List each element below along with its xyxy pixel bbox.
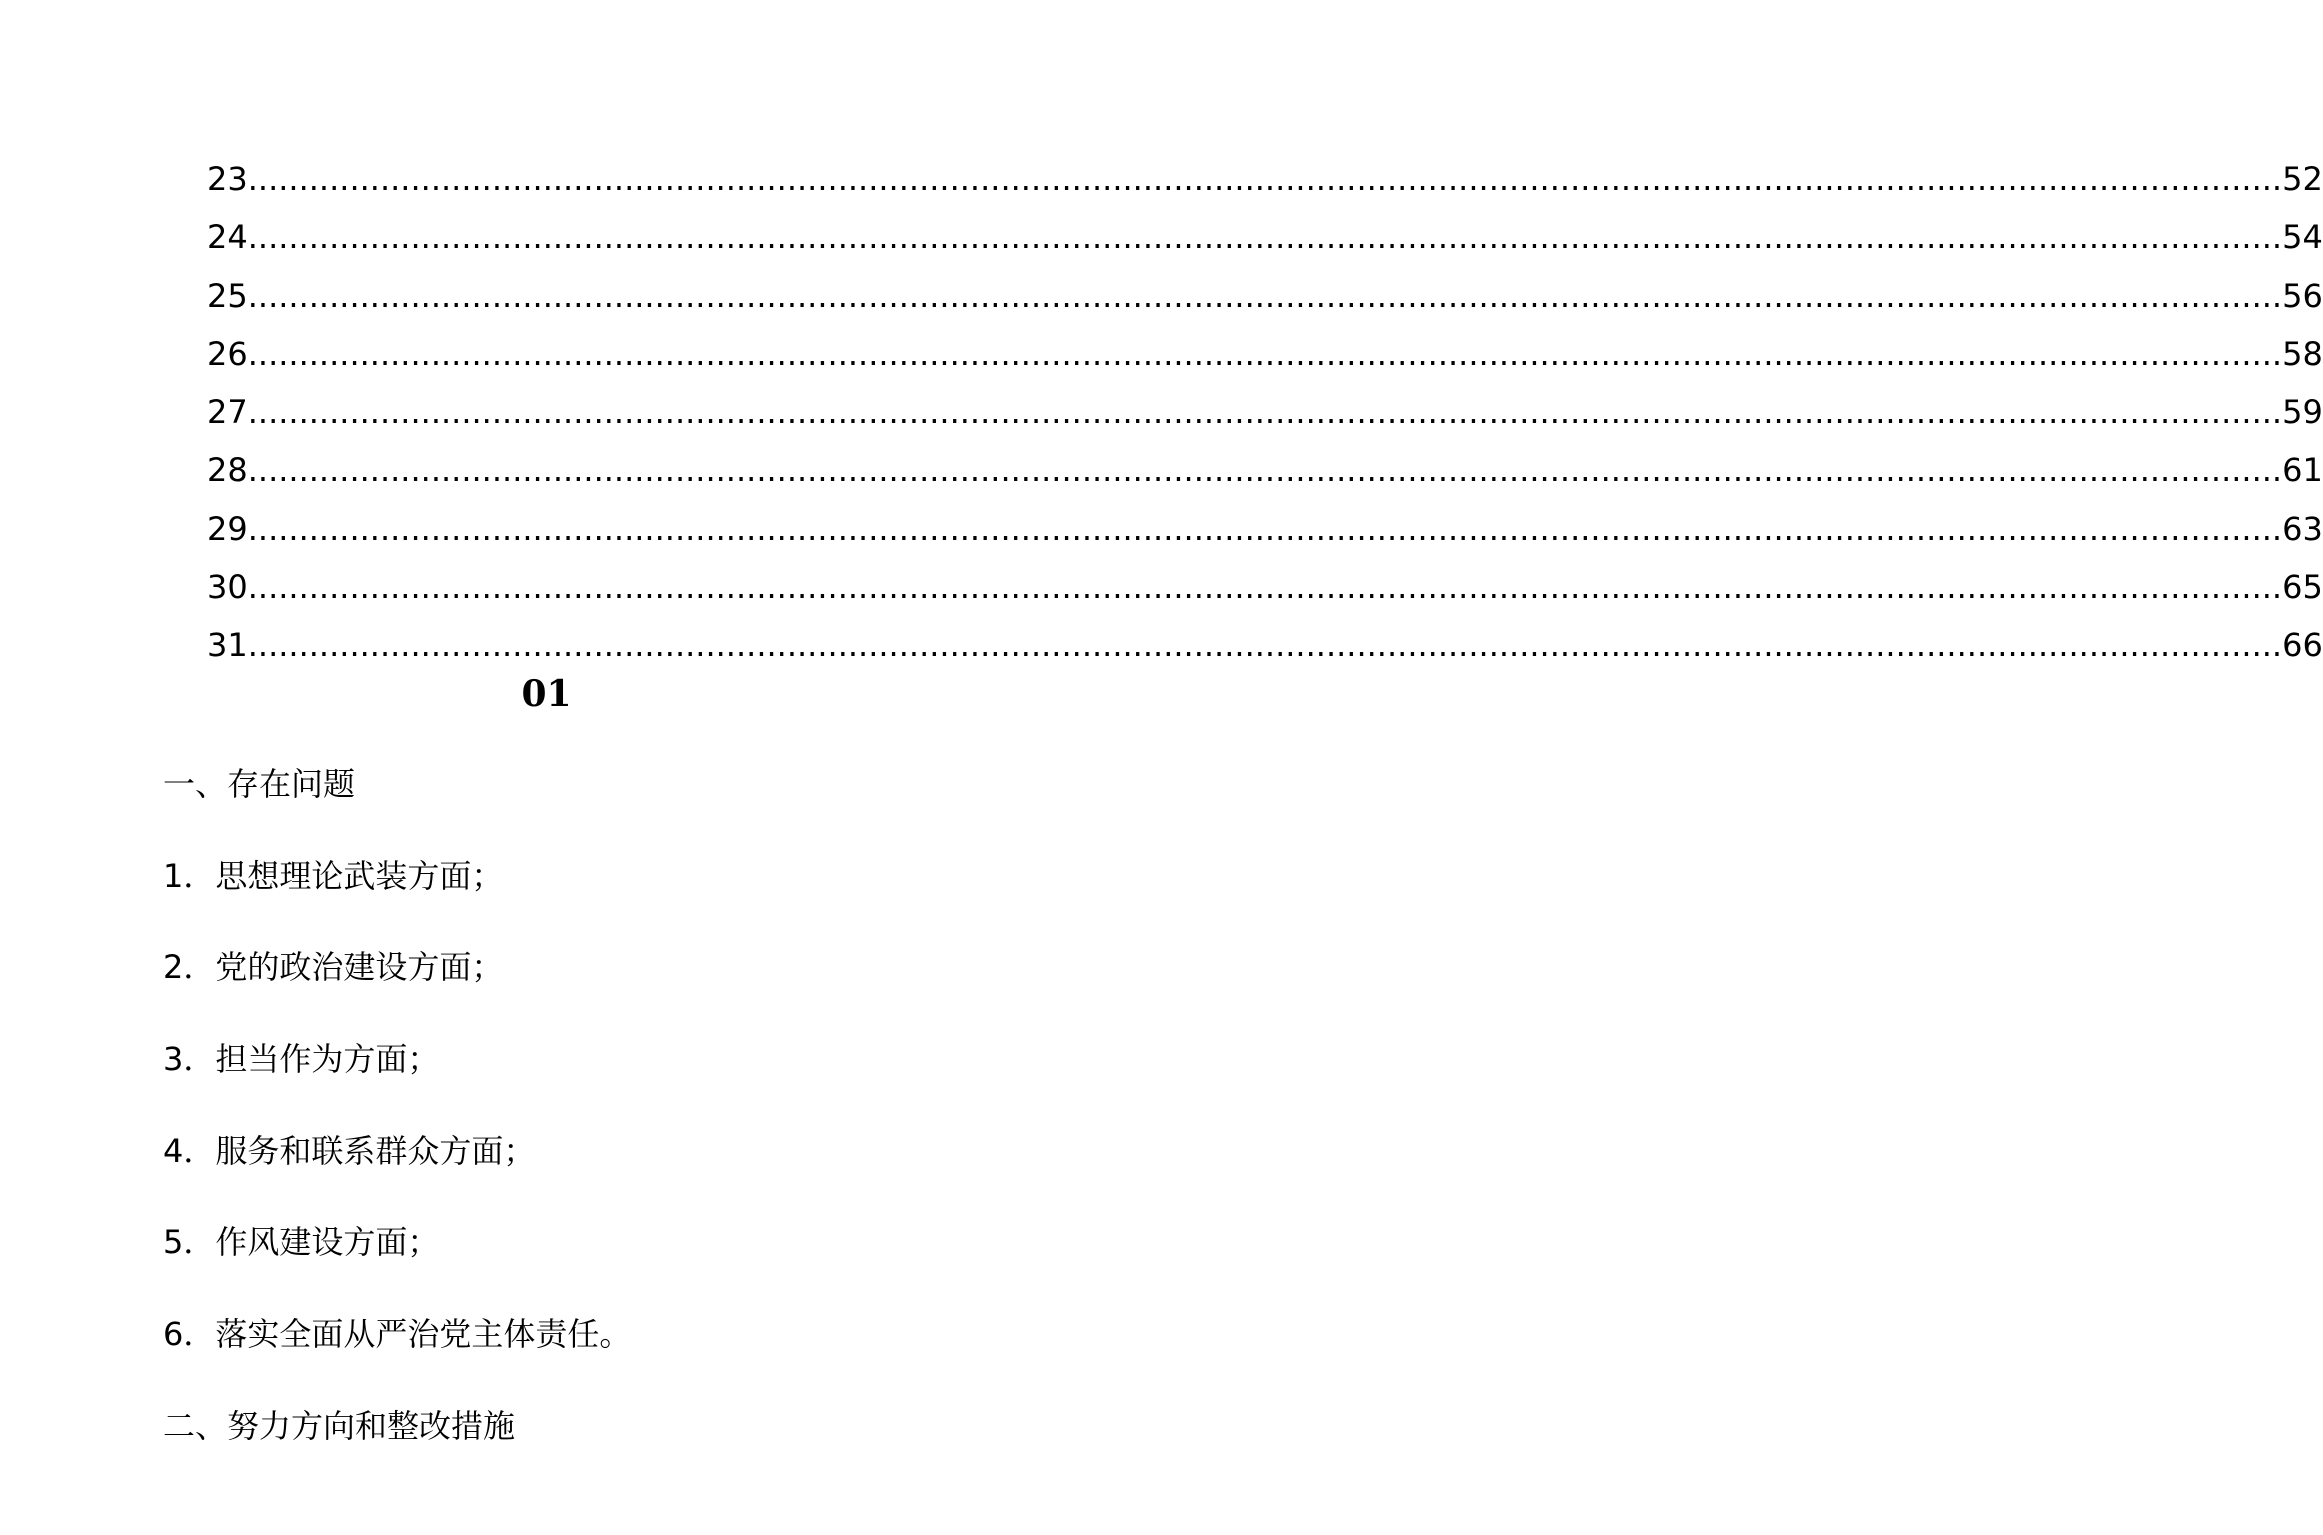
toc-leader-dots: ........................................................................................................................................................................................................ <box>247 276 2283 315</box>
section-heading: 二、努力方向和整改措施 <box>163 1406 516 1445</box>
toc-entry-page: 54 <box>2282 218 2323 257</box>
list-item: 6．落实全面从严治党主体责任。 <box>163 1315 632 1354</box>
toc-entry[interactable] <box>207 150 2323 208</box>
toc-leader-dots: ........................................................................................................................................................................................................ <box>247 509 2283 548</box>
toc-entry-page: 61 <box>2282 451 2323 490</box>
toc-entry[interactable] <box>207 267 2323 325</box>
toc-entry-page: 58 <box>2282 334 2323 373</box>
toc-entry-number: 24 <box>207 218 248 257</box>
list-item: 3．担当作为方面； <box>163 1040 440 1079</box>
toc-entry[interactable] <box>207 325 2323 383</box>
toc-entry-page: 59 <box>2282 393 2323 432</box>
toc-leader-dots: ........................................................................................................................................................................................................ <box>247 451 2283 490</box>
toc-entry[interactable] <box>207 616 2323 674</box>
toc-entry-page: 56 <box>2282 276 2323 315</box>
section-number: 01 <box>521 673 572 715</box>
toc-entry[interactable] <box>207 500 2323 558</box>
toc-entry[interactable] <box>207 208 2323 266</box>
list-item: 4．服务和联系群众方面； <box>163 1131 536 1170</box>
toc-entry-number: 31 <box>207 626 248 665</box>
toc-entry-number: 25 <box>207 276 248 315</box>
toc-leader-dots: ........................................................................................................................................................................................................ <box>247 393 2283 432</box>
toc-entry-number: 30 <box>207 568 248 607</box>
toc-leader-dots: ........................................................................................................................................................................................................ <box>247 568 2283 607</box>
section-heading: 一、存在问题 <box>163 765 356 803</box>
toc-entry-page: 66 <box>2282 626 2323 665</box>
toc-entry-page: 63 <box>2282 509 2323 548</box>
list-item: 5．作风建设方面； <box>163 1223 440 1262</box>
table-of-contents <box>207 150 2323 675</box>
toc-entry[interactable] <box>207 383 2323 441</box>
list-item: 2．党的政治建设方面； <box>163 948 504 987</box>
section-content <box>163 760 1043 1494</box>
toc-entry-number: 23 <box>207 160 248 198</box>
toc-entry-number: 26 <box>207 334 248 373</box>
toc-entry[interactable] <box>207 558 2323 616</box>
list-item: 1．思想理论武装方面； <box>163 856 504 895</box>
toc-leader-dots: ........................................................................................................................................................................................................ <box>247 626 2283 665</box>
toc-leader-dots: ........................................................................................................................................................................................................ <box>247 160 2283 198</box>
toc-entry-page: 52 <box>2282 160 2323 198</box>
toc-entry[interactable] <box>207 441 2323 499</box>
toc-entry-number: 28 <box>207 451 248 490</box>
toc-entry-number: 29 <box>207 509 248 548</box>
toc-leader-dots: ........................................................................................................................................................................................................ <box>247 218 2283 257</box>
toc-leader-dots: ........................................................................................................................................................................................................ <box>247 334 2283 373</box>
toc-entry-page: 65 <box>2282 568 2323 607</box>
toc-entry-number: 27 <box>207 393 248 432</box>
